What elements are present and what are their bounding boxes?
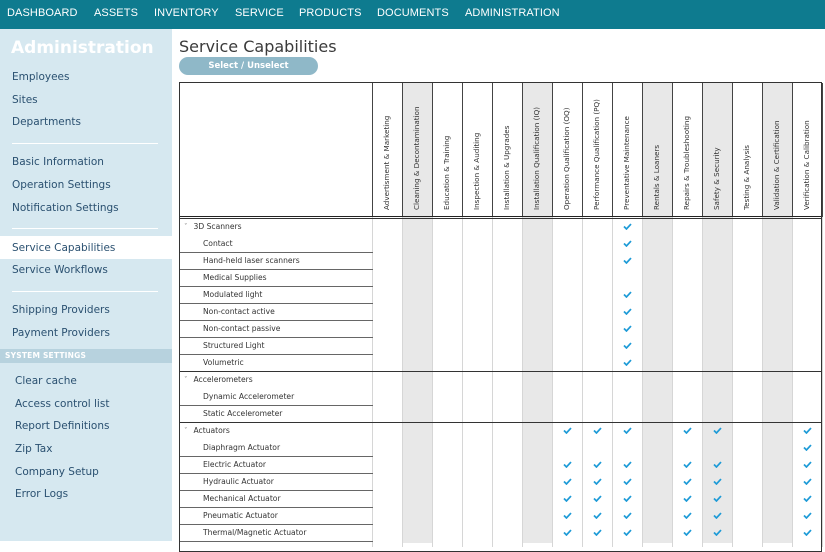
nav-service[interactable]: SERVICE [235,7,284,19]
row-label-text: Actuators [193,426,230,435]
sidebar-divider [12,143,158,144]
row-label-text: Structured Light [203,341,265,350]
nav-inventory[interactable]: INVENTORY [154,7,219,19]
system-settings-title: SYSTEM SETTINGS [5,351,87,360]
row-label-text: Diaphragm Actuator [203,443,281,452]
row-label-text: Pneumatic Actuator [203,511,278,520]
sidebar-divider [12,291,158,292]
sidebar-item-access-control-list[interactable]: Access control list [15,398,110,410]
row-label-text: Electric Actuator [203,460,266,469]
row-label-text: Non-contact passive [203,324,281,333]
nav-administration[interactable]: ADMINISTRATION [465,7,560,19]
collapse-caret-icon[interactable]: ˇ [184,427,188,435]
sidebar-item-service-capabilities[interactable]: Service Capabilities [12,242,116,254]
collapse-caret-icon[interactable]: ˇ [184,223,188,231]
sidebar-item-employees[interactable]: Employees [12,71,70,83]
row-label-text: Mechanical Actuator [203,494,281,503]
sidebar-item-clear-cache[interactable]: Clear cache [15,375,77,387]
column-header: Cleaning & Decontamination [412,106,421,210]
column-header: Repairs & Troubleshooting [682,115,691,210]
row-label-text: Hand-held laser scanners [203,256,300,265]
column-header: Validation & Certification [772,120,781,210]
collapse-caret-icon[interactable]: ˇ [184,376,188,384]
column-header: Operation Qualification (OQ) [562,107,571,210]
column-header: Education & Training [442,135,451,210]
column-header: Performance Qualification (PQ) [592,99,601,210]
sidebar-item-payment-providers[interactable]: Payment Providers [12,327,111,339]
sidebar-title: Administration [11,38,154,58]
row-label-text: Contact [203,239,233,248]
sidebar-item-shipping-providers[interactable]: Shipping Providers [12,304,110,316]
sidebar-divider [12,228,158,229]
row-label-text: Accelerometers [193,375,253,384]
sidebar-item-zip-tax[interactable]: Zip Tax [15,443,53,455]
column-header: Advertisment & Marketing [382,115,391,210]
sidebar-item-report-definitions[interactable]: Report Definitions [15,420,110,432]
sidebar [0,29,172,541]
nav-documents[interactable]: DOCUMENTS [377,7,449,19]
select-unselect-button[interactable]: Select / Unselect Capabilities [179,57,318,75]
row-label-text: Modulated light [203,290,263,299]
sidebar-item-notification-settings[interactable]: Notification Settings [12,202,119,214]
sidebar-item-service-workflows[interactable]: Service Workflows [12,264,108,276]
sidebar-item-basic-information[interactable]: Basic Information [12,156,104,168]
row-label-text: Medical Supplies [203,273,267,282]
nav-products[interactable]: PRODUCTS [299,7,362,19]
row-label-text: Static Accelerometer [203,409,283,418]
row-label-text: Non-contact active [203,307,275,316]
nav-dashboard[interactable]: DASHBOARD [7,7,78,19]
header-column-divider [822,83,823,217]
column-header: Rentals & Loaners [652,144,661,210]
system-settings-header [0,349,172,363]
row-label-text: Hydraulic Actuator [203,477,274,486]
column-header: Safety & Security [712,147,721,210]
sidebar-item-company-setup[interactable]: Company Setup [15,466,99,478]
column-header: Inspection & Auditing [472,132,481,210]
column-header: Installation & Upgrades [502,125,511,210]
sidebar-item-operation-settings[interactable]: Operation Settings [12,179,111,191]
sidebar-item-error-logs[interactable]: Error Logs [15,488,69,500]
row-label-text: Volumetric [203,358,244,367]
sidebar-item-departments[interactable]: Departments [12,116,82,128]
row-label-text: Dynamic Accelerometer [203,392,295,401]
column-header: Preventative Maintenance [622,116,631,210]
column-header: Verification & Calibration [802,120,811,210]
nav-assets[interactable]: ASSETS [94,7,139,19]
column-divider [822,217,823,547]
row-label-text: Thermal/Magnetic Actuator [203,528,307,537]
top-nav [0,0,825,29]
table-border [179,82,822,552]
row-label-text: 3D Scanners [193,222,242,231]
column-header: Installation Qualification (IQ) [532,106,541,210]
page-title: Service Capabilities [179,37,337,56]
sidebar-item-sites[interactable]: Sites [12,94,38,106]
column-header: Testing & Analysis [742,144,751,210]
